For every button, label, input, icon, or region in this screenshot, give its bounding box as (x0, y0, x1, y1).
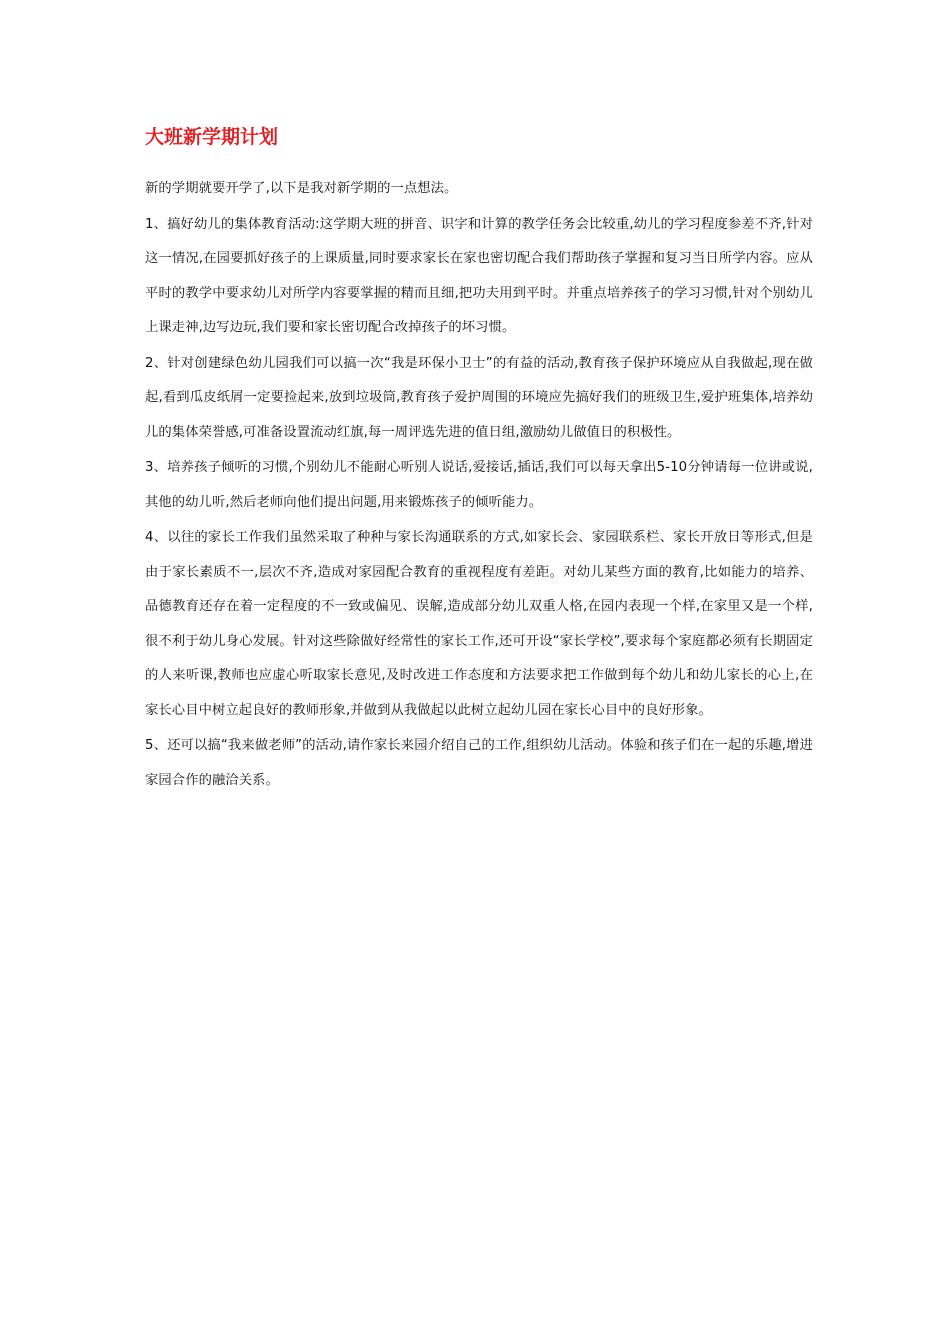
paragraph-2: 2、针对创建绿色幼儿园我们可以搞一次“我是环保小卫士”的有益的活动,教育孩子保护环境应从自我做起,现在做起,看到瓜皮纸屑一定要捡起来,放到垃圾筒,教育孩子爱护周围的环境应先搞好我们的班级卫生,爱护班集体,培养幼儿的集体荣誉感,可准备设置流动红旗,每一周评选先进的值日组,激励幼儿做值日的积极性。 (145, 355, 813, 440)
paragraph-4: 4、以往的家长工作我们虽然采取了种种与家长沟通联系的方式,如家长会、家园联系栏、家长开放日等形式,但是由于家长素质不一,层次不齐,造成对家园配合教育的重视程度有差距。对幼儿某些方面的教育,比如能力的培养、品德教育还存在着一定程度的不一致或偏见、误解,造成部分幼儿双重人格,在园内表现一个样,在家里又是一个样,很不利于幼儿身心发展。针对这些除做好经常性的家长工作,还可开设“家长学校”,要求每个家庭都必须有长期固定的人来听课,教师也应虚心听取家长意见,及时改进工作态度和方法要求把工作做到每个幼儿和幼儿家长的心上,在家长心目中树立起良好的教师形象,并做到从我做起以此树立起幼儿园在家长心目中的良好形象。 (145, 530, 813, 718)
document-body (145, 172, 813, 798)
document-content (145, 122, 813, 799)
paragraph-5: 5、还可以搞“我来做老师”的活动,请作家长来园介绍自己的工作,组织幼儿活动。体验和孩子们在一起的乐趣,增进家园合作的融洽关系。 (145, 738, 813, 788)
paragraph-3: 3、培养孩子倾听的习惯,个别幼儿不能耐心听别人说话,爱接话,插话,我们可以每天拿出5-10分钟请每一位讲或说,其他的幼儿听,然后老师向他们提出问题,用来锻炼孩子的倾听能力。 (145, 460, 813, 510)
document-title: 大班新学期计划 (145, 126, 279, 148)
intro-paragraph: 新的学期就要开学了,以下是我对新学期的一点想法。 (145, 181, 458, 196)
paragraph-1: 1、搞好幼儿的集体教育活动:这学期大班的拼音、识字和计算的教学任务会比较重,幼儿的学习程度参差不齐,针对这一情况,在园要抓好孩子的上课质量,同时要求家长在家也密切配合我们帮助孩子掌握和复习当日所学内容。应从平时的教学中要求幼儿对所学内容要掌握的精而且细,把功夫用到平时。并重点培养孩子的学习习惯,针对个别幼儿上课走神,边写边玩,我们要和家长密切配合改掉孩子的坏习惯。 (145, 216, 813, 335)
